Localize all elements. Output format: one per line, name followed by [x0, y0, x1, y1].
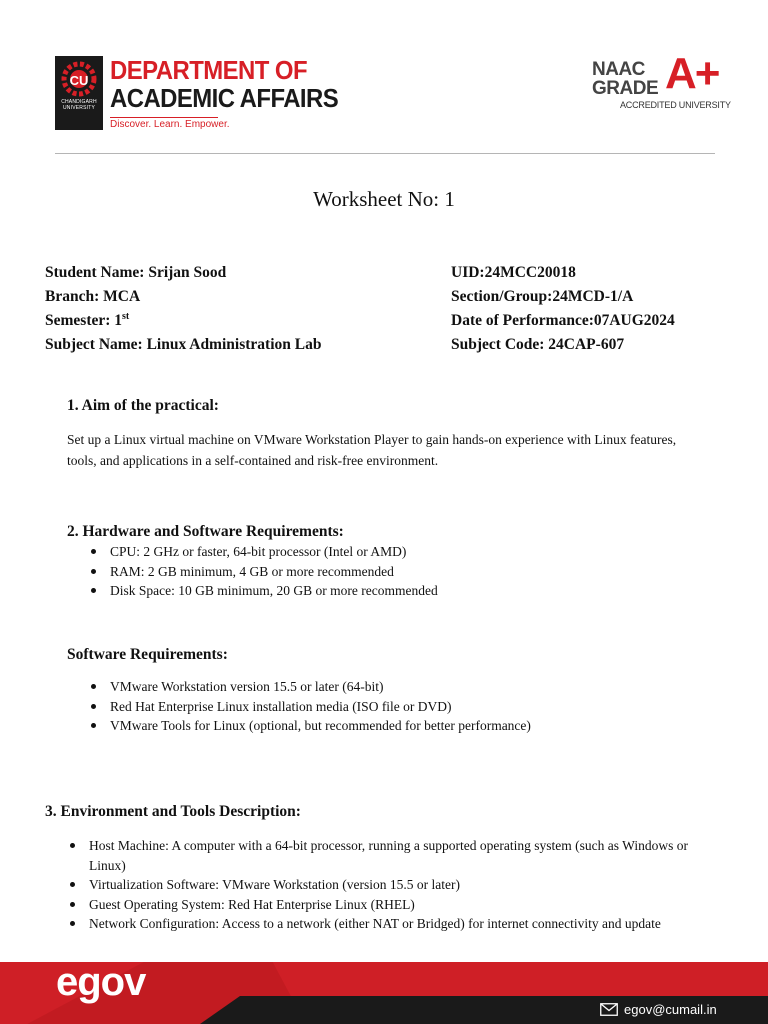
grade-value: A+ — [665, 49, 719, 98]
footer-email[interactable] — [600, 1002, 717, 1017]
student-info-left — [45, 261, 321, 357]
naac-text: NAAC — [592, 59, 645, 80]
list-item: CPU: 2 GHz or faster, 64-bit processor (Intel or AMD) — [88, 542, 708, 562]
aim-heading: 1. Aim of the practical: — [67, 397, 219, 414]
footer-email-text[interactable]: egov@cumail.in — [624, 1002, 717, 1017]
grade-text: GRADE — [592, 78, 659, 99]
aim-text: Set up a Linux virtual machine on VMware Workstation Player to gain hands-on experience with Linux features, tools, and applications in a self-contained and risk-free environment. — [67, 432, 677, 468]
dept-title-line2: ACADEMIC AFFAIRS — [110, 83, 339, 113]
list-item: VMware Workstation version 15.5 or later (64-bit) — [88, 677, 708, 697]
list-item: RAM: 2 GB minimum, 4 GB or more recommended — [88, 562, 708, 582]
uid: UID:24MCC20018 — [451, 264, 576, 281]
cu-logo-letters: CU — [69, 73, 89, 88]
header-divider — [55, 153, 715, 154]
list-item: Red Hat Enterprise Linux installation media (ISO file or DVD) — [88, 697, 708, 717]
student-info-right — [451, 261, 675, 357]
hardware-list — [88, 542, 708, 601]
semester: Semester: 1st — [45, 310, 130, 329]
software-list — [88, 677, 708, 736]
list-item: Network Configuration: Access to a network (either NAT or Bridged) for internet connectivity and update — [67, 914, 697, 934]
student-name: Student Name: Srijan Sood — [45, 264, 227, 281]
environment-heading: 3. Environment and Tools Description: — [45, 803, 301, 820]
date-of-performance: Date of Performance:07AUG2024 — [451, 312, 675, 329]
tagline: Discover. Learn. Empower. — [110, 119, 230, 130]
dept-title-line1: DEPARTMENT OF — [110, 55, 308, 85]
section-group: Section/Group:24MCD-1/A — [451, 288, 634, 305]
list-item: VMware Tools for Linux (optional, but recommended for better performance) — [88, 716, 708, 736]
worksheet-title: Worksheet No: 1 — [313, 187, 455, 211]
egov-logo: egov — [56, 960, 146, 1004]
list-item: Disk Space: 10 GB minimum, 20 GB or more recommended — [88, 581, 708, 601]
cu-logo-university: CHANDIGARH UNIVERSITY — [61, 99, 97, 111]
branch: Branch: MCA — [45, 288, 141, 305]
list-item: Host Machine: A computer with a 64-bit processor, running a supported operating system (such as Windows or Linux) — [67, 836, 697, 875]
mail-icon — [600, 1003, 618, 1016]
hardware-heading: 2. Hardware and Software Requirements: — [67, 523, 344, 540]
list-item: Guest Operating System: Red Hat Enterprise Linux (RHEL) — [67, 895, 697, 915]
subject-code: Subject Code: 24CAP-607 — [451, 336, 625, 353]
cu-logo — [55, 56, 103, 130]
accredited-text: ACCREDITED UNIVERSITY — [620, 100, 731, 110]
subject-name: Subject Name: Linux Administration Lab — [45, 336, 322, 353]
naac-badge — [592, 49, 731, 116]
list-item: Virtualization Software: VMware Workstation (version 15.5 or later) — [67, 875, 697, 895]
software-heading: Software Requirements: — [67, 646, 228, 663]
environment-list — [67, 836, 697, 934]
